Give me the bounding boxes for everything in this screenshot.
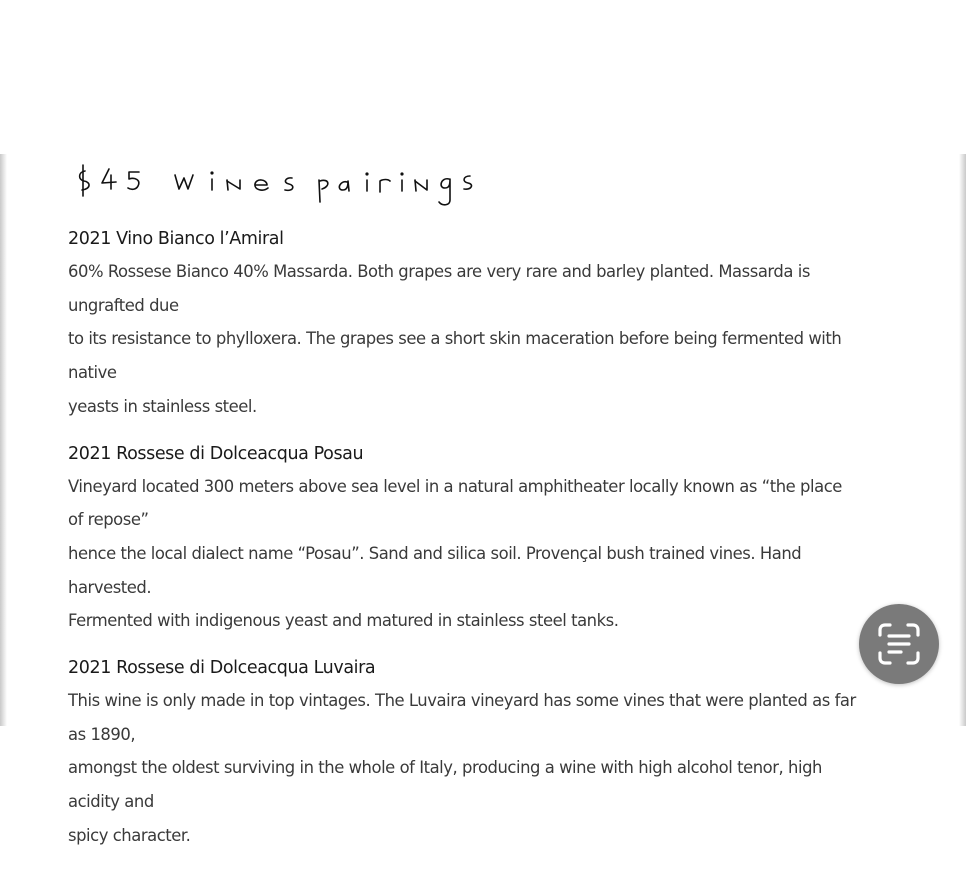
wine-name-1: 2021 Vino Bianco l’Amiral (68, 229, 284, 249)
wine-description-3 (68, 684, 858, 853)
handwritten-title (72, 156, 858, 214)
wine-entry-2 (68, 442, 858, 639)
wine-desc-line: to its resistance to phylloxera. The grapes see a short skin maceration before being fermented with native (68, 329, 842, 383)
wine-entry-3 (68, 656, 858, 853)
wine-desc-line: Fermented with indigenous yeast and matured in stainless steel tanks. (68, 611, 619, 631)
wine-name-2: 2021 Rossese di Dolceacqua Posau (68, 443, 364, 464)
page-edge-left (0, 154, 7, 726)
handwritten-title-art (72, 156, 492, 214)
wine-pairings-document (68, 156, 858, 871)
wine-name-3: 2021 Rossese di Dolceacqua Luvaira (68, 658, 376, 679)
top-blank-area (0, 0, 966, 154)
wine-description-2 (68, 470, 858, 639)
wine-desc-line: hence the local dialect name “Posau”. Sand and silica soil. Provençal bush trained vines. Hand harvested. (68, 543, 802, 597)
live-text-scan-icon (876, 621, 922, 667)
wine-description-1 (68, 255, 858, 424)
wine-desc-line: This wine is only made in top vintages. The Luvaira vineyard has some vines that were planted as far as 1890, (68, 691, 856, 744)
live-text-button[interactable] (859, 604, 939, 684)
wine-desc-line: 60% Rossese Bianco 40% Massarda. Both grapes are very rare and barley planted. Massarda is ungrafted due (68, 262, 810, 315)
wine-desc-line: spicy character. (68, 825, 191, 845)
wine-desc-line: yeasts in stainless steel. (68, 396, 257, 416)
page-edge-right (959, 154, 966, 726)
wine-entry-1 (68, 227, 858, 424)
wine-desc-line: Vineyard located 300 meters above sea level in a natural amphitheater locally known as “the place of repose” (68, 476, 842, 530)
wine-desc-line: amongst the oldest surviving in the whole of Italy, producing a wine with high alcohol tenor, high acidity and (68, 758, 822, 812)
